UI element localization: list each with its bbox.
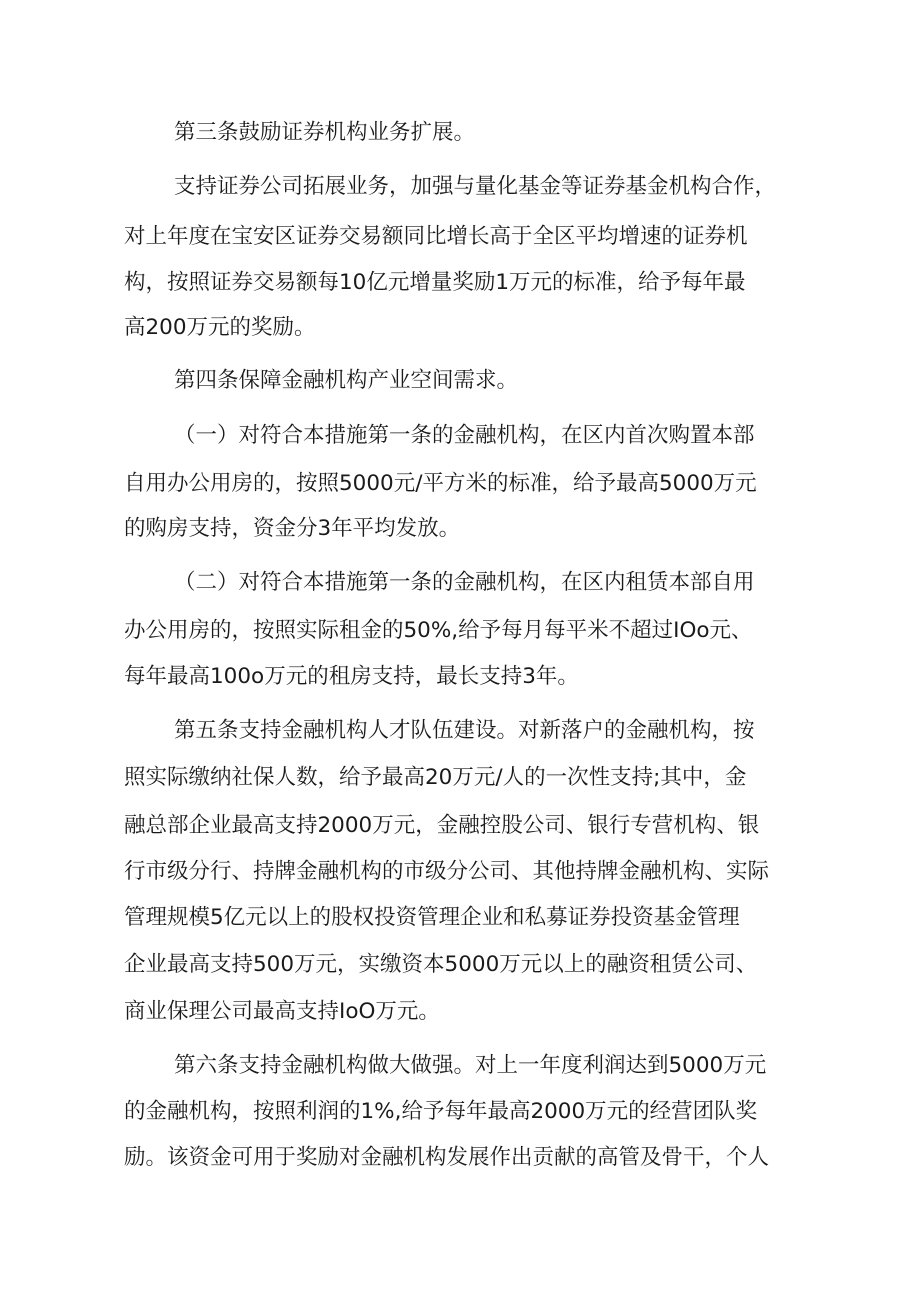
article-4-item-1-line-1: （一）对符合本措施第一条的金融机构，在区内首次购置本部 — [174, 423, 755, 448]
article-4-heading: 第四条保障金融机构产业空间需求。 — [174, 368, 519, 393]
article-5-line-2: 照实际缴纳社保人数，给予最高20万元/人的一次性支持;其中，金 — [124, 765, 747, 790]
article-6-line-1: 第六条支持金融机构做大做强。对上一年度利润达到5000万元 — [174, 1053, 767, 1078]
article-5-line-4: 行市级分行、持牌金融机构的市级分公司、其他持牌金融机构、实际 — [124, 859, 770, 884]
article-5-line-1: 第五条支持金融机构人才队伍建设。对新落户的金融机构，按 — [174, 718, 755, 743]
article-5-line-6: 企业最高支持500万元，实缴资本5000万元以上的融资租赁公司、 — [124, 952, 758, 977]
article-6-line-2: 的金融机构，按照利润的1%,给予每年最高2000万元的经营团队奖 — [124, 1099, 758, 1124]
article-4-item-2-line-3: 每年最高100o万元的租房支持，最长支持3年。 — [124, 664, 579, 689]
article-3-body-line-4: 高200万元的奖励。 — [124, 315, 316, 340]
article-6-line-3: 励。该资金可用于奖励对金融机构发展作出贡献的高管及骨干，个人 — [124, 1145, 770, 1170]
article-5-line-5: 管理规模5亿元以上的股权投资管理企业和私募证券投资基金管理 — [124, 905, 740, 930]
article-4-item-1-line-2: 自用办公用房的，按照5000元/平方米的标准，给予最高5000万元 — [124, 471, 757, 496]
article-3-body-line-2: 对上年度在宝安区证券交易额同比增长高于全区平均增速的证券机 — [124, 224, 748, 249]
article-4-item-2-line-1: （二）对符合本措施第一条的金融机构，在区内租赁本部自用 — [174, 570, 755, 595]
article-5-line-3: 融总部企业最高支持2000万元，金融控股公司、银行专营机构、银 — [124, 813, 760, 838]
article-4-item-1-line-3: 的购房支持，资金分3年平均发放。 — [124, 516, 461, 541]
article-3-body-line-1: 支持证券公司拓展业务，加强与量化基金等证券基金机构合作， — [174, 174, 777, 199]
article-5-line-7: 商业保理公司最高支持IoO万元。 — [124, 999, 440, 1024]
article-4-item-2-line-2: 办公用房的，按照实际租金的50%,给予每月每平米不超过IOo元、 — [124, 618, 753, 643]
article-3-heading: 第三条鼓励证券机构业务扩展。 — [174, 120, 476, 145]
article-3-body-line-3: 构，按照证券交易额每10亿元增量奖励1万元的标准，给予每年最 — [124, 270, 746, 295]
